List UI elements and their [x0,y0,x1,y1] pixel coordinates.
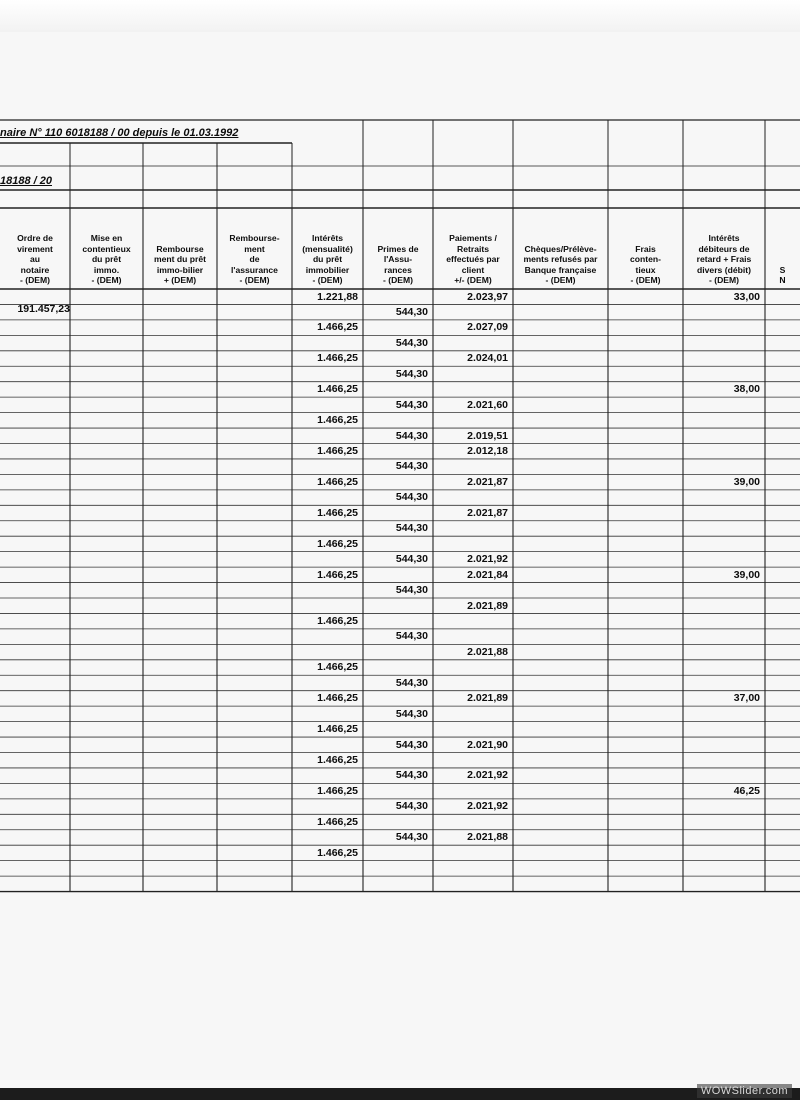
column-header-c2 [70,233,143,286]
cell-paiements: 2.021,60 [467,398,508,411]
column-header-line: effectués par [446,254,500,265]
cell-primes: 544,30 [395,676,428,689]
cell-paiements: 2.023,97 [467,290,508,303]
column-header-line: immo. [93,264,120,275]
cell-primes: 544,30 [395,831,428,844]
column-header-c3 [143,244,217,286]
column-header-c11 [765,265,800,286]
cell-paiements: 2.012,18 [467,445,508,457]
column-header-line: Primes de [377,243,419,254]
cell-primes: 544,30 [395,769,428,782]
column-header-line: rances [384,264,412,275]
column-header-line: Rembourse [156,243,204,254]
column-header-c7 [433,233,513,286]
cell-paiements: 2.021,89 [467,692,508,705]
column-header-line: immo-bilier [156,264,204,275]
cell-interets: 1.466,25 [317,321,358,334]
cell-interets: 1.466,25 [317,692,358,705]
cell-paiements: 2.021,88 [467,645,508,658]
column-header-line: - (DEM) [708,275,740,286]
column-header-line: Frais [635,243,656,254]
column-header-line: + (DEM) [163,275,197,286]
column-header-line: - (DEM) [19,275,51,286]
column-header-line: Paiements / [449,233,497,243]
column-header-line: - (DEM) [91,275,122,286]
column-header-line: ments refusés par [523,254,598,265]
viewer-bottom-bar [0,1088,800,1100]
column-header-line: ment du prêt [153,254,207,265]
column-header-line: contentieux [82,243,131,254]
column-header-line: - (DEM) [382,275,414,286]
cell-paiements: 2.024,01 [467,352,508,365]
column-header-line: - (DEM) [312,275,343,286]
column-header-line: Intérêts [311,233,344,243]
column-header-c5 [292,233,363,286]
column-header-line: débiteurs de [698,243,750,254]
column-header-line: Intérêts [708,233,740,243]
column-header-line: ment [244,243,265,254]
column-header-c4 [217,233,292,286]
cell-primes: 544,30 [395,429,428,442]
column-header-line: - (DEM) [239,275,270,286]
column-header-c8 [513,244,608,286]
column-header-line: divers (débit) [697,264,751,275]
column-header-line: N [779,275,786,286]
cell-interets: 1.466,25 [317,661,358,674]
cell-interets: 1.466,25 [317,723,358,736]
column-header-line: conten- [629,254,662,265]
cell-paiements: 2.019,51 [467,429,508,442]
cell-primes: 544,30 [395,630,428,643]
column-header-line: Chèques/Prélève- [524,243,597,254]
cell-primes: 544,30 [395,800,428,813]
cell-paiements: 2.021,87 [467,475,508,488]
cell-paiements: 2.021,87 [467,506,508,519]
cell-interets: 1.466,25 [317,754,358,766]
column-header-line: tieux [635,264,656,275]
column-header-line: l'assurance [231,264,278,275]
column-header-line: Banque française [524,264,597,275]
first-row-value: 191.457,23 [17,303,70,315]
cell-interets: 1.466,25 [317,846,358,859]
column-header-line: - (DEM) [630,275,661,286]
cell-interets: 1.466,25 [317,784,358,797]
cell-paiements: 2.021,92 [467,553,508,566]
cell-primes: 544,30 [395,367,428,380]
cell-debiteurs: 33,00 [733,290,760,303]
cell-debiteurs: 38,00 [733,383,760,396]
column-header-line: Ordre de [17,233,53,243]
cell-paiements: 2.021,90 [467,738,508,751]
cell-primes: 544,30 [395,522,428,535]
cell-interets: 1.466,25 [317,383,358,396]
cell-paiements: 2.027,09 [467,321,508,334]
column-header-line: au [29,254,41,265]
column-header-c9 [608,244,683,286]
column-header-line: Rembourse- [229,233,280,243]
cell-interets: 1.221,88 [317,290,358,303]
cell-primes: 544,30 [395,738,428,751]
column-header-line: immobilier [305,264,350,275]
column-header-line: (mensualité) [302,243,353,254]
column-header-c1 [0,233,70,286]
column-header-line: Retraits [457,243,489,254]
cell-primes: 544,30 [395,707,428,720]
cell-interets: 1.466,25 [317,614,358,627]
cell-interets: 1.466,25 [317,475,358,488]
cell-interets: 1.466,25 [317,352,358,365]
column-header-line: retard + Frais [696,254,752,265]
cell-interets: 1.466,25 [317,414,358,427]
column-header-line: notaire [20,264,50,275]
column-header-line: de [249,254,260,265]
column-header-line: virement [17,243,53,254]
cell-paiements: 2.021,89 [467,599,508,612]
column-header-c6 [363,244,433,286]
column-header-line: +/- (DEM) [454,275,492,286]
cell-interets: 1.466,25 [317,568,358,581]
cell-debiteurs: 39,00 [733,568,760,581]
cell-interets: 1.466,25 [317,445,358,457]
cell-primes: 544,30 [395,305,428,318]
column-header-line: S [779,264,786,275]
cell-paiements: 2.021,84 [467,568,508,581]
column-header-line: Mise en [90,233,123,243]
cell-primes: 544,30 [395,398,428,411]
column-header-line: l'Assu- [383,254,413,265]
cell-interets: 1.466,25 [317,506,358,519]
cell-paiements: 2.021,92 [467,769,508,782]
cell-interets: 1.466,25 [317,815,358,828]
column-header-line: client [461,264,485,275]
cell-primes: 544,30 [395,336,428,349]
cell-debiteurs: 46,25 [733,784,760,797]
cell-paiements: 2.021,88 [467,831,508,844]
cell-debiteurs: 37,00 [733,692,760,705]
sub-account-title: 18188 / 20 [0,175,52,187]
column-header-line: du prêt [91,254,122,265]
watermark: WOWSlider.com [697,1084,792,1098]
cell-paiements: 2.021,92 [467,800,508,813]
column-header-line: - (DEM) [545,275,576,286]
cell-primes: 544,30 [395,460,428,473]
cell-debiteurs: 39,00 [733,475,760,488]
account-title: naire N° 110 6018188 / 00 depuis le 01.03.1992 [0,127,239,139]
cell-primes: 544,30 [395,584,428,597]
cell-interets: 1.466,25 [317,537,358,550]
cell-primes: 544,30 [395,553,428,566]
column-header-c10 [683,233,765,286]
cell-primes: 544,30 [395,491,428,504]
column-header-line: du prêt [312,254,343,265]
